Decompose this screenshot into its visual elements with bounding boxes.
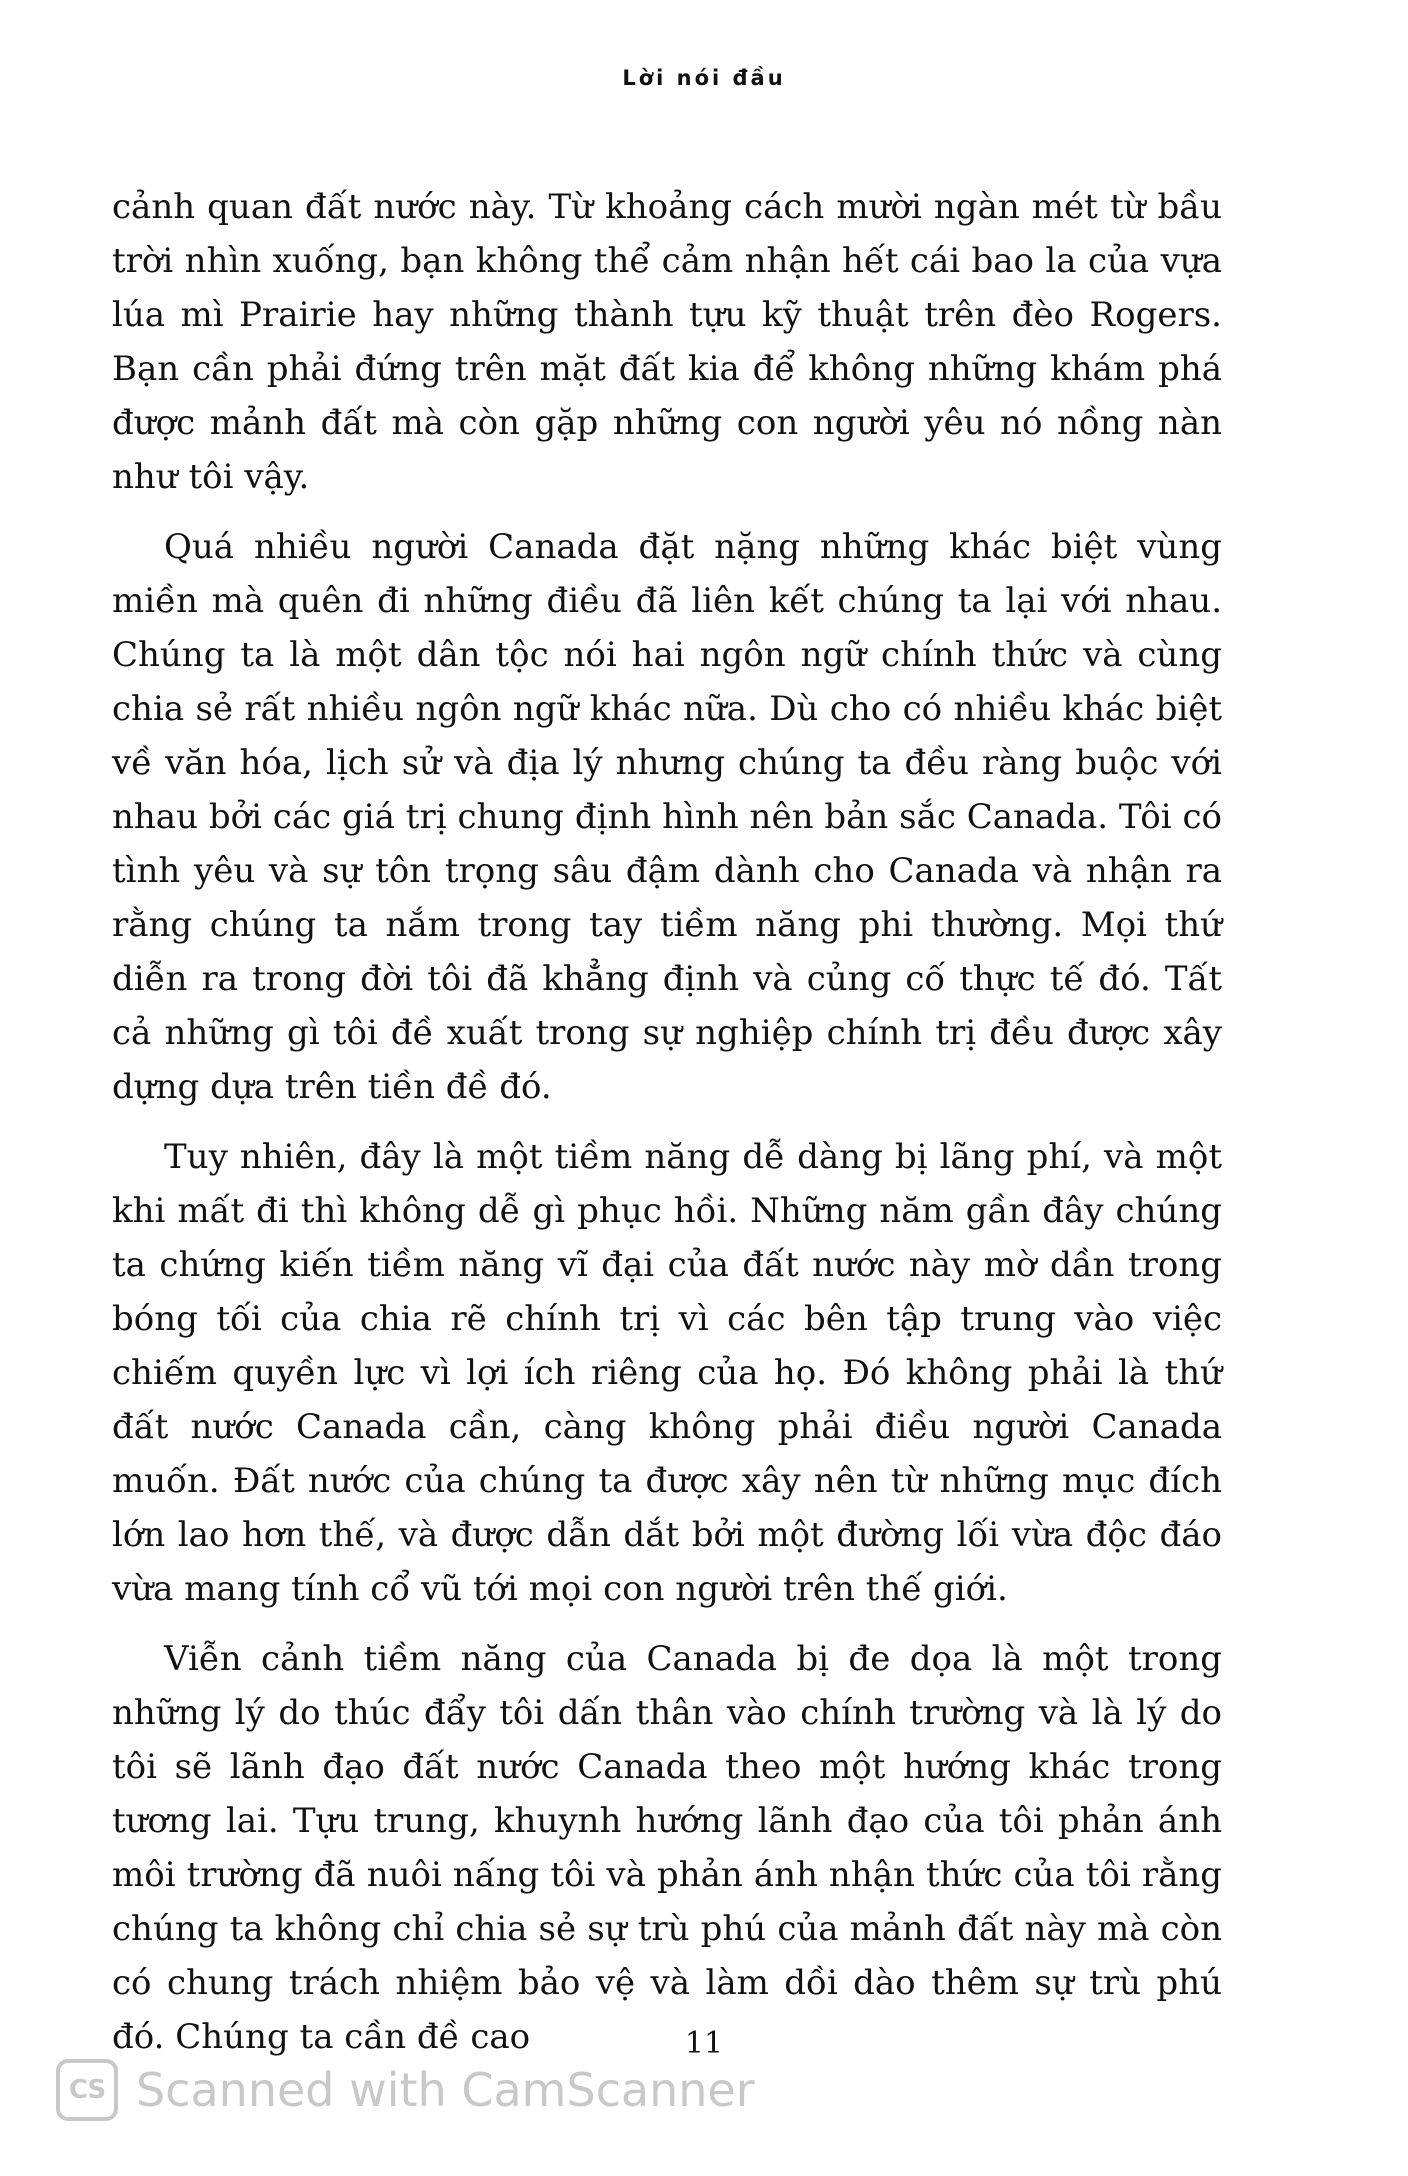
page-number: 11 [684, 2026, 724, 2061]
camscanner-logo-icon: CS [56, 2059, 118, 2121]
running-header: Lời nói đầu [622, 66, 786, 90]
paragraph-2: Quá nhiều người Canada đặt nặng những khác biệt vùng miền mà quên đi những điều đã liên kết chúng ta lại với nhau. Chúng ta là một dân tộc nói hai ngôn ngữ chính thức và cùng chia sẻ rất nhiều ngôn ngữ khác nữa. Dù cho có nhiều khác biệt về văn hóa, lịch sử và địa lý nhưng chúng ta đều ràng buộc với nhau bởi các giá trị chung định hình nên bản sắc Canada. Tôi có tình yêu và sự tôn trọng sâu đậm dành cho Canada và nhận ra rằng chúng ta nắm trong tay tiềm năng phi thường. Mọi thứ diễn ra trong đời tôi đã khẳng định và củng cố thực tế đó. Tất cả những gì tôi đề xuất trong sự nghiệp chính trị đều được xây dựng dựa trên tiền đề đó. [112, 527, 1222, 1107]
paragraph-4: Viễn cảnh tiềm năng của Canada bị đe dọa là một trong những lý do thúc đẩy tôi dấn thân vào chính trường và là lý do tôi sẽ lãnh đạo đất nước Canada theo một hướng khác trong tương lai. Tựu trung, khuynh hướng lãnh đạo của tôi phản ánh môi trường đã nuôi nấng tôi và phản ánh nhận thức của tôi rằng chúng ta không chỉ chia sẻ sự trù phú của mảnh đất này mà còn có chung trách nhiệm bảo vệ và làm dồi dào thêm sự trù phú đó. Chúng ta cần đề cao [112, 1639, 1222, 2057]
page-body [112, 180, 1222, 2080]
paragraph-1: cảnh quan đất nước này. Từ khoảng cách mười ngàn mét từ bầu trời nhìn xuống, bạn không thể cảm nhận hết cái bao la của vựa lúa mì Prairie hay những thành tựu kỹ thuật trên đèo Rogers. Bạn cần phải đứng trên mặt đất kia để không những khám phá được mảnh đất mà còn gặp những con người yêu nó nồng nàn như tôi vậy. [112, 187, 1222, 497]
paragraph-3: Tuy nhiên, đây là một tiềm năng dễ dàng bị lãng phí, và một khi mất đi thì không dễ gì phục hồi. Những năm gần đây chúng ta chứng kiến tiềm năng vĩ đại của đất nước này mờ dần trong bóng tối của chia rẽ chính trị vì các bên tập trung vào việc chiếm quyền lực vì lợi ích riêng của họ. Đó không phải là thứ đất nước Canada cần, càng không phải điều người Canada muốn. Đất nước của chúng ta được xây nên từ những mục đích lớn lao hơn thế, và được dẫn dắt bởi một đường lối vừa độc đáo vừa mang tính cổ vũ tới mọi con người trên thế giới. [112, 1137, 1222, 1609]
camscanner-watermark [56, 2054, 755, 2126]
watermark-text: Scanned with CamScanner [136, 2063, 755, 2117]
